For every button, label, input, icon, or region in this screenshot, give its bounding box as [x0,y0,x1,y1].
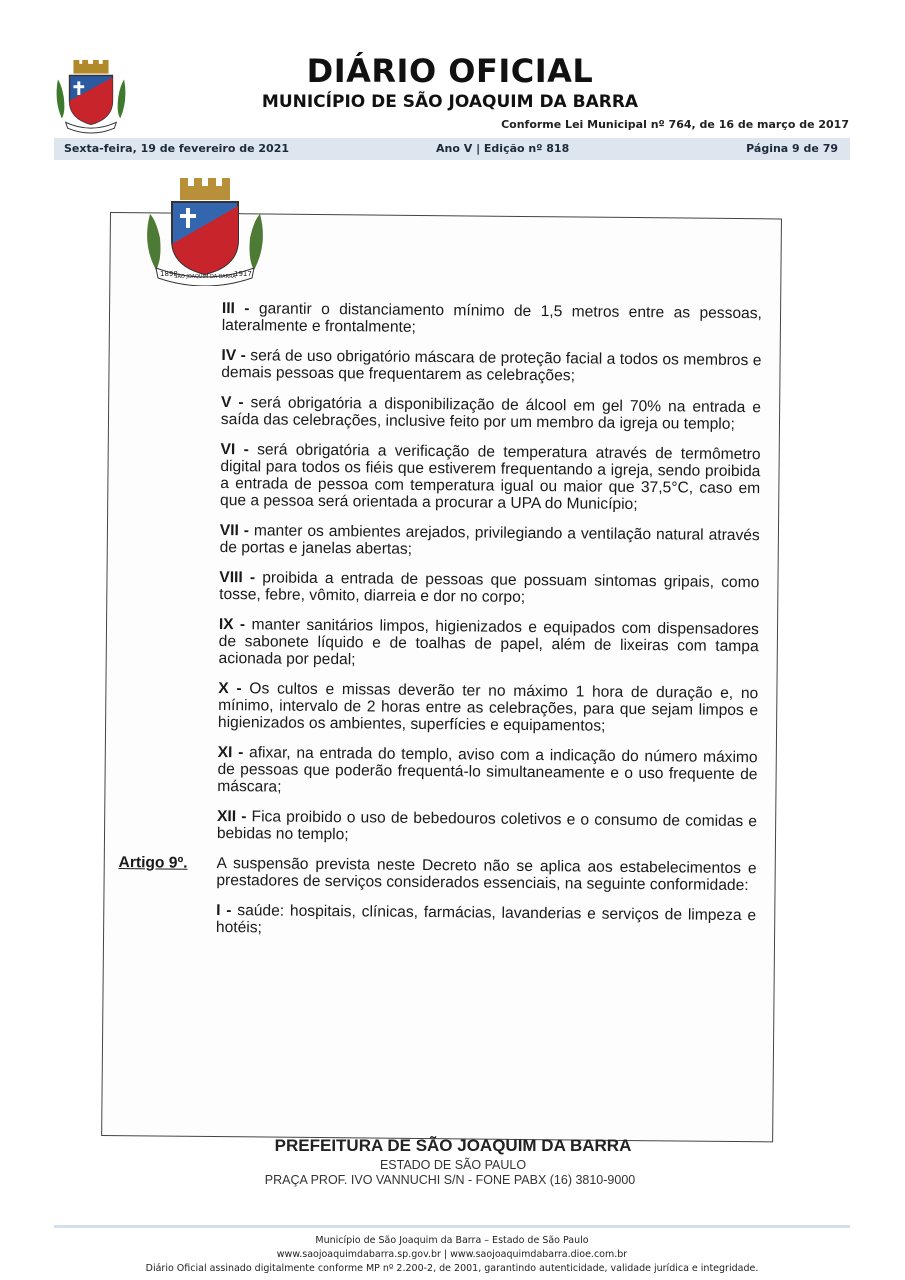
crest-ribbon-text: SÃO JOAQUIM DA BARRA [174,274,236,280]
address-line: PRAÇA PROF. IVO VANNUCHI S/N - FONE PABX (16) 3810-9000 [264,1173,636,1187]
item-number: III - [221,300,250,318]
law-reference: Conforme Lei Municipal nº 764, de 16 de março de 2017 [501,118,849,131]
footer-websites[interactable]: www.saojoaquimdabarra.sp.gov.br | www.saojoaquimdabarra.dioe.com.br [276,1249,628,1260]
item-number: XII - [216,807,247,826]
item-text: saúde: hospitais, clínicas, farmácias, lavanderias e serviços de limpeza e hotéis; [215,902,757,937]
item-number: IV - [221,346,246,365]
publication-date: Sexta-feira, 19 de fevereiro de 2021 [64,142,290,155]
item-number: XI - [217,743,244,762]
decree-item [217,808,757,847]
artigo-9-paragraph [118,854,757,895]
item-text: Os cultos e missas deverão ter no máximo 1 hora de duração e, no mínimo, intervalo de 2 horas entre as celebrações, para que sejam limpos e higienizados os ambientes, superfícies e equipamentos; [217,680,759,735]
decree-item [218,680,758,736]
footer-signature-note: Diário Oficial assinado digitalmente conforme MP nº 2.200-2, de 2001, garantindo autenticidade, validade jurídica e integridade. [145,1263,759,1274]
decree-item-i [216,902,756,941]
item-text: afixar, na entrada do templo, aviso com a indicação do número máximo de pessoas que poderão frequentá-lo simultaneamente e o uso frequente de máscara; [217,744,758,796]
municipality-subtitle: MUNICÍPIO DE SÃO JOAQUIM DA BARRA [261,92,639,112]
decree-item [221,394,761,433]
item-text: proibida a entrada de pessoas que possuam sintomas gripais, como tosse, febre, vômito, diarreia e dor no corpo; [219,569,760,606]
item-number: I - [216,901,232,920]
item-text: será obrigatória a verificação de temperatura através de termômetro digital para todos os fiéis que estiverem frequentando a igreja, sendo proibida a entrada de pessoa com temperatura igual ou maior que 37,5°C, caso em que a pessoa será orientada a procurar a UPA do Município; [219,441,761,513]
footer-divider [54,1225,850,1228]
decree-item [220,522,760,561]
item-number: X - [218,679,242,698]
decree-item [218,616,758,672]
item-text: será obrigatória a disponibilização de álcool em gel 70% na entrada e saída das celebrações, inclusive feito por um membro da igreja ou templo; [220,394,762,433]
item-number: VII - [219,521,250,540]
decree-item [222,300,762,339]
decree-item [220,441,761,514]
prefeitura-heading: PREFEITURA DE SÃO JOAQUIM DA BARRA [274,1136,632,1155]
item-number: VI - [220,440,249,459]
item-text: garantir o distanciamento mínimo de 1,5 metros entre as pessoas, lateralmente e frontalmente; [221,300,762,336]
decree-item [219,569,759,608]
item-number: V - [220,393,244,412]
newspaper-title: DIÁRIO OFICIAL [306,52,594,90]
document-crest-logo [142,174,268,286]
decree-body [118,300,762,954]
artigo-label: Artigo 9º. [118,854,188,872]
item-number: VIII - [219,568,256,587]
artigo-text: A suspensão prevista neste Decreto não se aplica aos estabelecimentos e prestadores de serviços considerados essenciais, na seguinte conformidade: [216,854,757,895]
item-text: manter os ambientes arejados, privilegiando a ventilação natural através de portas e janelas abertas; [219,522,760,558]
municipal-crest-logo [52,58,130,134]
item-text: Fica proibido o uso de bebedouros coletivos e o consumo de comidas e bebidas no templo; [216,808,758,844]
decree-items [217,300,762,847]
crest-year-right: 1917 [234,270,252,278]
page-indicator: Página 9 de 79 [746,142,838,155]
edition-number: Ano V | Edição nº 818 [436,142,570,155]
info-bar [54,138,850,160]
item-text: será de uso obrigatório máscara de proteção facial a todos os membros e demais pessoas que frequentarem as celebrações; [221,347,762,385]
state-line: ESTADO DE SÃO PAULO [379,1158,527,1172]
crest-year-left: 1898 [160,270,178,278]
footer-municipality: Município de São Joaquim da Barra – Estado de São Paulo [315,1235,589,1246]
decree-item [221,347,761,386]
item-text: manter sanitários limpos, higienizados e equipados com dispensadores de sabonete líquido e de toalhas de papel, além de lixeiras com tampa acionada por pedal; [218,616,759,669]
item-number: IX - [218,615,246,634]
decree-item [217,744,757,800]
